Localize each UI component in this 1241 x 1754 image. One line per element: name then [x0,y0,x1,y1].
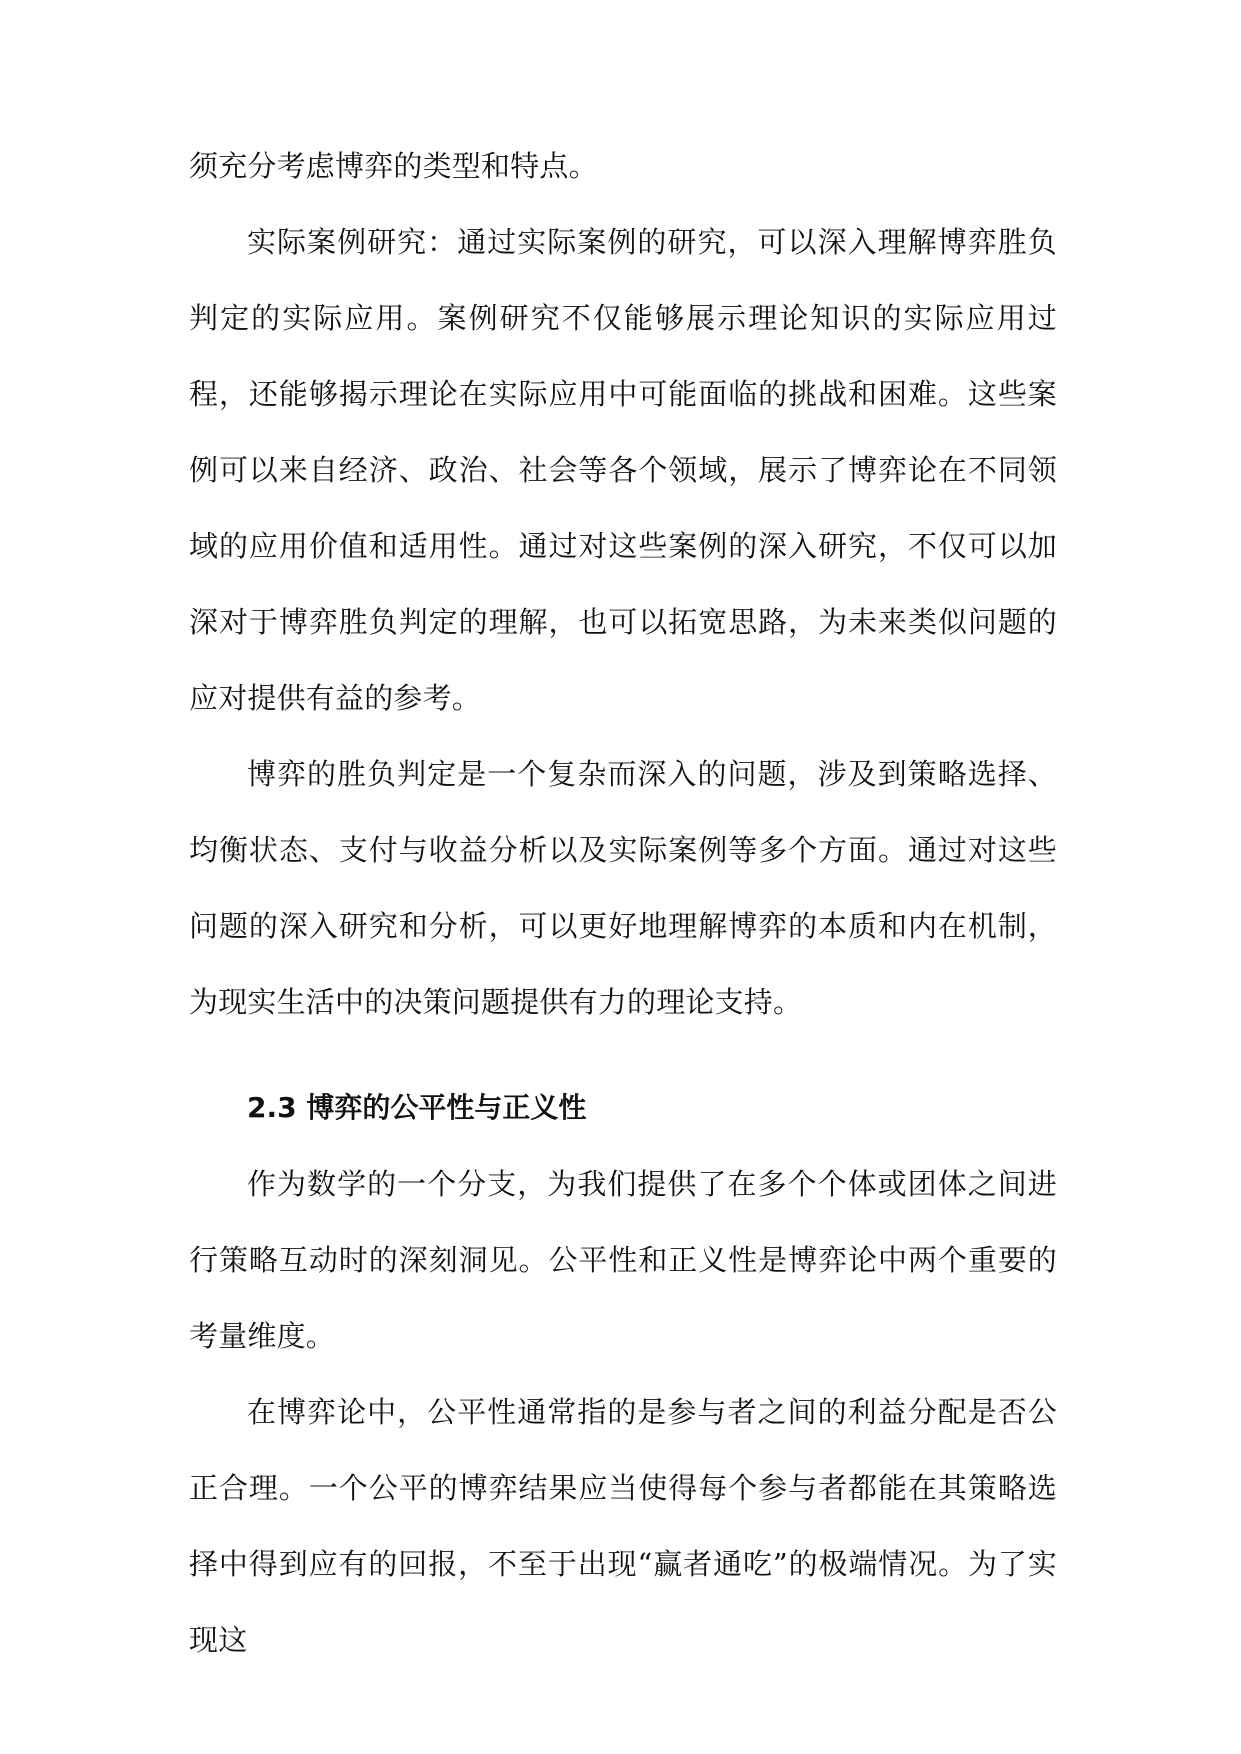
paragraph-intro: 作为数学的一个分支，为我们提供了在多个个体或团体之间进行策略互动时的深刻洞见。公平性和正义性是博弈论中两个重要的考量维度。 [189,1167,1057,1353]
paragraph-case-study: 实际案例研究：通过实际案例的研究，可以深入理解博弈胜负判定的实际应用。案例研究不仅能够展示理论知识的实际应用过程，还能够揭示理论在实际应用中可能面临的挑战和困难。这些案例可以来自经济、政治、社会等各个领域，展示了博弈论在不同领域的应用价值和适用性。通过对这些案例的深入研究，不仅可以加深对于博弈胜负判定的理解，也可以拓宽思路，为未来类似问题的应对提供有益的参考。 [189,225,1057,715]
section-heading: 2.3 博弈的公平性与正义性 [247,1091,587,1124]
paragraph-continuation: 须充分考虑博弈的类型和特点。 [189,149,598,183]
paragraph-fairness: 在博弈论中，公平性通常指的是参与者之间的利益分配是否公正合理。一个公平的博弈结果应当使得每个参与者都能在其策略选择中得到应有的回报，不至于出现“赢者通吃”的极端情况。为了实现这 [189,1395,1057,1657]
section-spacer [189,1040,1057,1070]
document-page [189,128,1057,1678]
paragraph-summary: 博弈的胜负判定是一个复杂而深入的问题，涉及到策略选择、均衡状态、支付与收益分析以及实际案例等多个方面。通过对这些问题的深入研究和分析，可以更好地理解博弈的本质和内在机制，为现实生活中的决策问题提供有力的理论支持。 [189,757,1057,1019]
